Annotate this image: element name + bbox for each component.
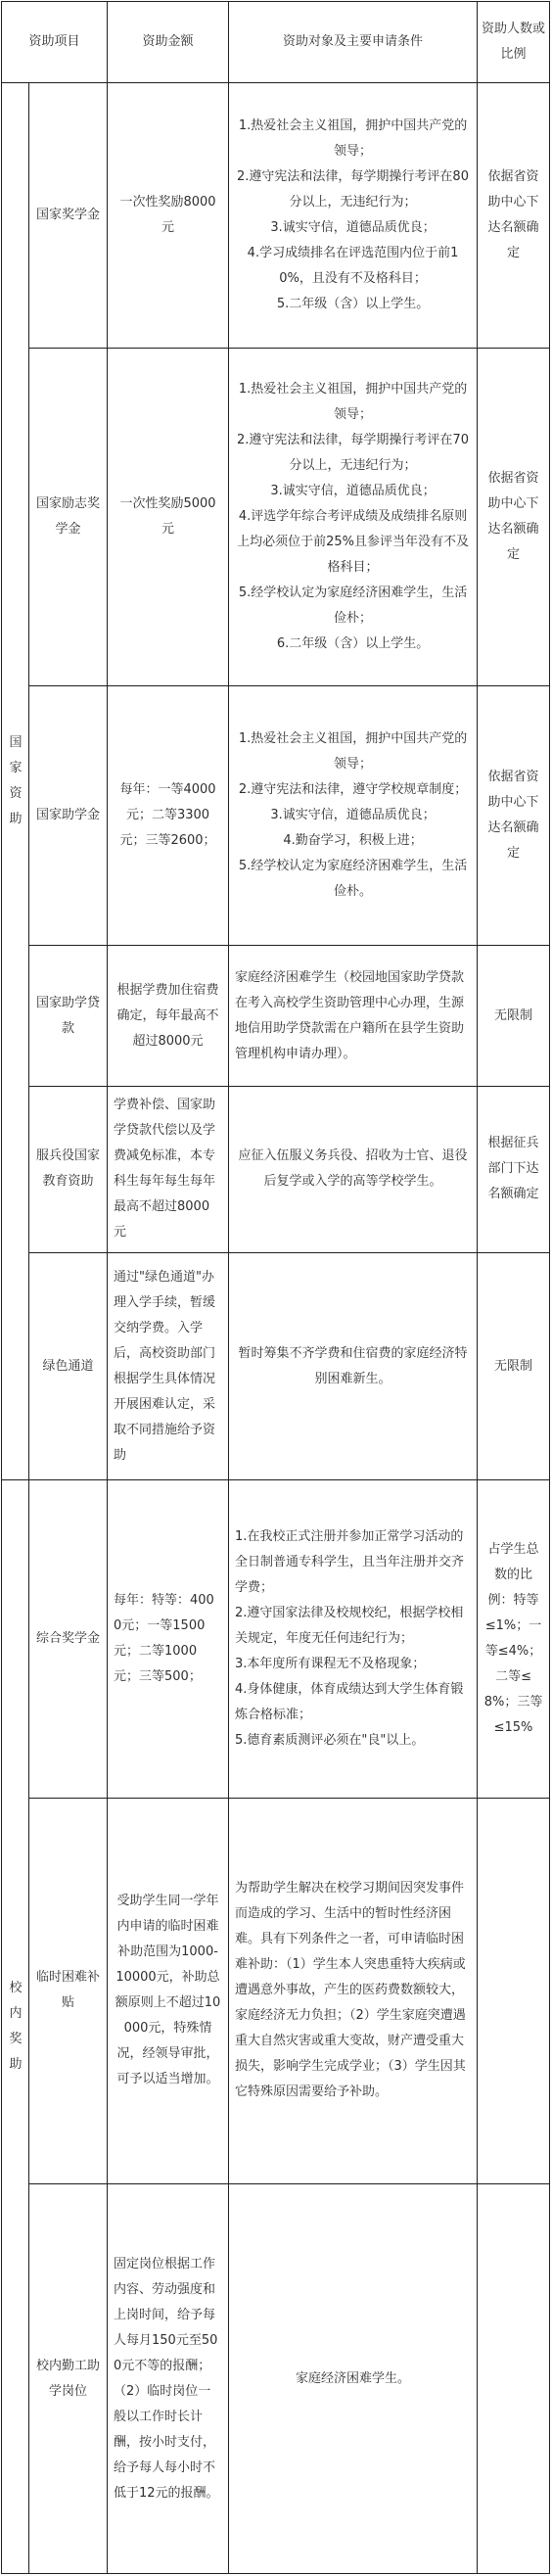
conditions: 1.在我校正式注册并参加正常学习活动的全日制普通专科学生，且当年注册并交齐学费； 2.遵守国家法律及校规校纪，根据学校相关规定，年度无任何违纪行为； 3.本年度所有课程无不及格现象； 4.身体健康，体育成绩达到大学生体育锻炼合格标准； 5.德育素质测评必须在"良"以上。	[229, 1480, 478, 1798]
aid-amount: 每年：特等：4000元；一等1500元；二等1000元；三等500；	[108, 1480, 229, 1798]
project-name: 综合奖学金	[29, 1480, 108, 1798]
project-name: 校内勤工助学岗位	[29, 2184, 108, 2574]
project-name: 国家奖学金	[29, 83, 108, 348]
aid-amount: 一次性奖励5000元	[108, 348, 229, 686]
header-project: 资助项目	[2, 2, 108, 83]
conditions: 家庭经济困难学生（校园地国家助学贷款在考入高校学生资助管理中心办理，生源地信用助学贷款需在户籍所在县学生资助管理机构申请办理）。	[229, 946, 478, 1087]
header-amount: 资助金额	[108, 2, 229, 83]
table-row	[2, 1252, 550, 1479]
table-row	[2, 1480, 550, 1798]
aid-amount: 受助学生同一学年内申请的临时困难补助范围为1000-10000元，补助总额原则上不超过10000元，特殊情况，经领导审批，可予以适当增加。	[108, 1798, 229, 2184]
ratio: 无限制	[478, 946, 550, 1087]
group-national: 国家资助	[2, 83, 29, 1480]
project-name: 服兵役国家教育资助	[29, 1087, 108, 1253]
ratio	[478, 1798, 550, 2184]
table-row	[2, 946, 550, 1087]
table-row	[2, 348, 550, 686]
conditions: 1.热爱社会主义祖国，拥护中国共产党的领导； 2.遵守宪法和法律，每学期操行考评在70分以上，无违纪行为； 3.诚实守信，道德品质优良； 4.评选学年综合考评成绩及成绩排名原则上均必须位于前25%且参评当年没有不及格科目； 5.经学校认定为家庭经济困难学生，生活俭朴； 6.二年级（含）以上学生。	[229, 348, 478, 686]
conditions: 应征入伍服义务兵役、招收为士官、退役后复学或入学的高等学校学生。	[229, 1087, 478, 1253]
table-row	[2, 1087, 550, 1253]
ratio: 根据征兵部门下达名额确定	[478, 1087, 550, 1253]
aid-amount: 每年：一等4000元；二等3300元；三等2600；	[108, 686, 229, 946]
table-row	[2, 1798, 550, 2184]
project-name: 绿色通道	[29, 1252, 108, 1479]
conditions: 为帮助学生解决在校学习期间因突发事件而造成的学习、生活中的暂时性经济困难。具有下列条件之一者，可申请临时困难补助：（1）学生本人突患重特大疾病或遭遇意外事故，产生的医药费数额较大，家庭经济无力负担；（2）学生家庭突遭遇重大自然灾害或重大变故，财产遭受重大损失，影响学生完成学业；（3）学生因其它特殊原因需要给予补助。	[229, 1798, 478, 2184]
table-row	[2, 83, 550, 348]
group-school: 校内奖助	[2, 1480, 29, 2574]
project-name: 临时困难补贴	[29, 1798, 108, 2184]
project-name: 国家助学贷款	[29, 946, 108, 1087]
header-ratio: 资助人数或比例	[478, 2, 550, 83]
ratio: 占学生总数的比例：特等≤1%；一等≤4%；二等≤8%；三等≤15%	[478, 1480, 550, 1798]
aid-amount: 一次性奖励8000元	[108, 83, 229, 348]
table-row	[2, 686, 550, 946]
aid-amount: 固定岗位根据工作内容、劳动强度和上岗时间，给予每人每月150元至500元不等的报酬；（2）临时岗位一般以工作时长计酬，按小时支付，给予每人每小时不低于12元的报酬。	[108, 2184, 229, 2574]
ratio: 无限制	[478, 1252, 550, 1479]
aid-amount: 通过"绿色通道"办理入学手续，暂缓交纳学费。入学后，高校资助部门根据学生具体情况开展困难认定，采取不同措施给予资助	[108, 1252, 229, 1479]
table-header-row	[2, 2, 550, 83]
conditions: 家庭经济困难学生。	[229, 2184, 478, 2574]
ratio: 依据省资助中心下达名额确定	[478, 83, 550, 348]
table-row	[2, 2184, 550, 2574]
conditions: 1.热爱社会主义祖国，拥护中国共产党的领导； 2.遵守宪法和法律，每学期操行考评在80分以上，无违纪行为； 3.诚实守信，道德品质优良； 4.学习成绩排名在评选范围内位于前10%，且没有不及格科目； 5.二年级（含）以上学生。	[229, 83, 478, 348]
aid-table	[1, 1, 550, 2574]
ratio: 依据省资助中心下达名额确定	[478, 686, 550, 946]
conditions: 1.热爱社会主义祖国，拥护中国共产党的领导； 2.遵守宪法和法律，遵守学校规章制度； 3.诚实守信，道德品质优良； 4.勤奋学习，积极上进； 5.经学校认定为家庭经济困难学生，生活俭朴。	[229, 686, 478, 946]
aid-amount: 根据学费加住宿费确定，每年最高不超过8000元	[108, 946, 229, 1087]
header-conditions: 资助对象及主要申请条件	[229, 2, 478, 83]
project-name: 国家助学金	[29, 686, 108, 946]
conditions: 暂时筹集不齐学费和住宿费的家庭经济特别困难新生。	[229, 1252, 478, 1479]
project-name: 国家励志奖学金	[29, 348, 108, 686]
ratio	[478, 2184, 550, 2574]
aid-amount: 学费补偿、国家助学贷款代偿以及学费减免标准，本专科生每年每生每年最高不超过8000元	[108, 1087, 229, 1253]
ratio: 依据省资助中心下达名额确定	[478, 348, 550, 686]
